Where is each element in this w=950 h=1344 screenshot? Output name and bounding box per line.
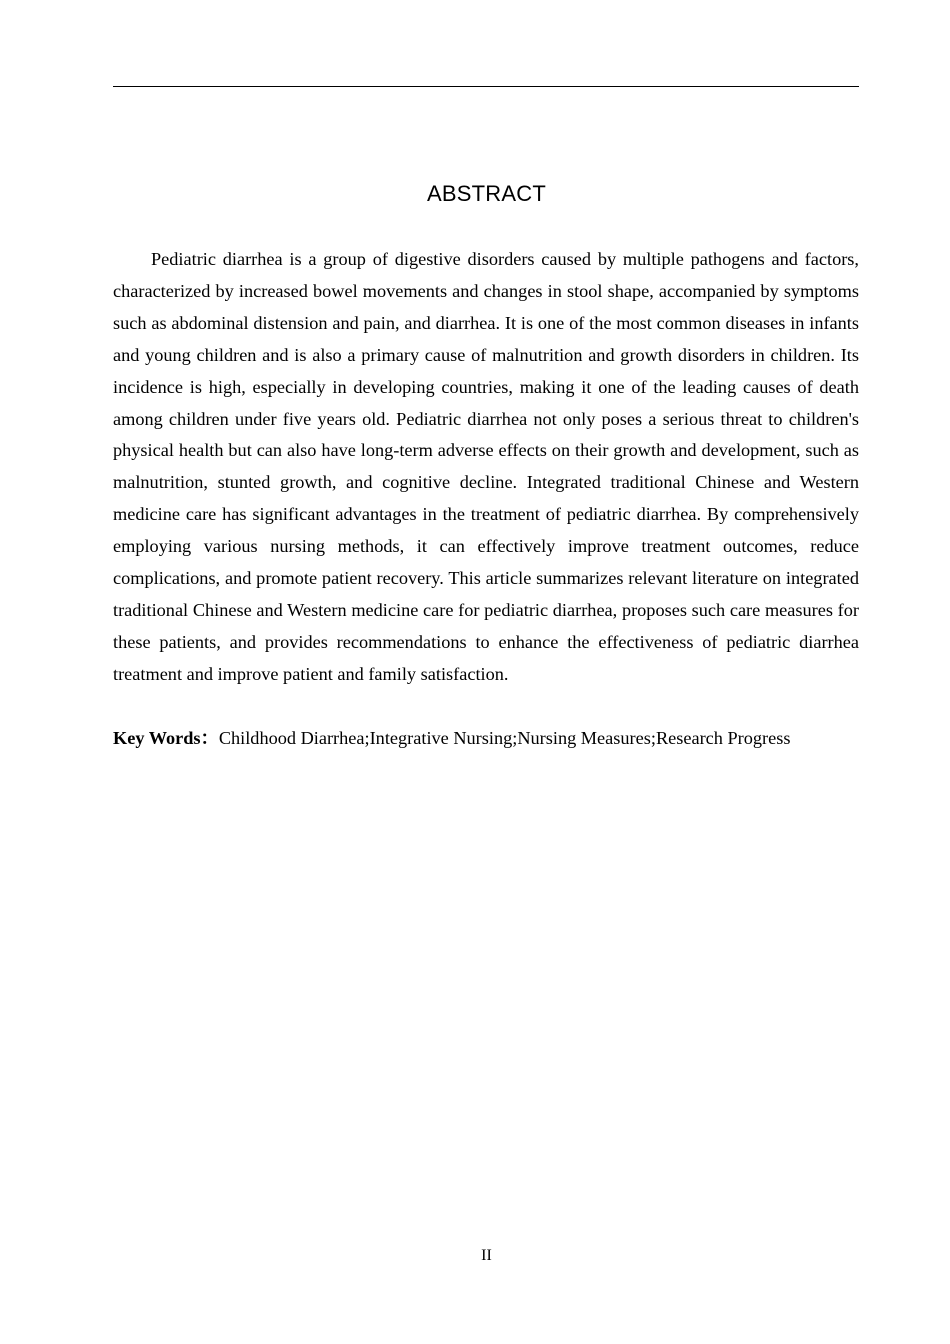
header-rule (113, 86, 859, 87)
keywords-label: Key Words： (113, 728, 219, 748)
keywords-line (113, 723, 873, 755)
page-number: II (481, 1247, 492, 1264)
keywords-text: Childhood Diarrhea;Integrative Nursing;Nursing Measures;Research Progress (218, 728, 791, 748)
page-title: ABSTRACT (427, 181, 546, 206)
abstract-body: Pediatric diarrhea is a group of digestive disorders caused by multiple pathogens and factors, characterized by increased bowel movements and changes in stool shape, accompanied by symptoms such as abdominal distension and pain, and diarrhea. It is one of the most common diseases in infants and young children and is also a primary cause of malnutrition and growth disorders in children. Its incidence is high, especially in developing countries, making it one of the leading causes of death among children under five years old. Pediatric diarrhea not only poses a serious threat to children's physical health but can also have long-term adverse effects on their growth and development, such as malnutrition, stunted growth, and cognitive decline. Integrated traditional Chinese and Western medicine care has significant advantages in the treatment of pediatric diarrhea. By comprehensively employing various nursing methods, it can effectively improve treatment outcomes, reduce complications, and promote patient recovery. This article summarizes relevant literature on integrated traditional Chinese and Western medicine care for pediatric diarrhea, proposes such care measures for these patients, and provides recommendations to enhance the effectiveness of pediatric diarrhea treatment and improve patient and family satisfaction. (113, 249, 859, 684)
